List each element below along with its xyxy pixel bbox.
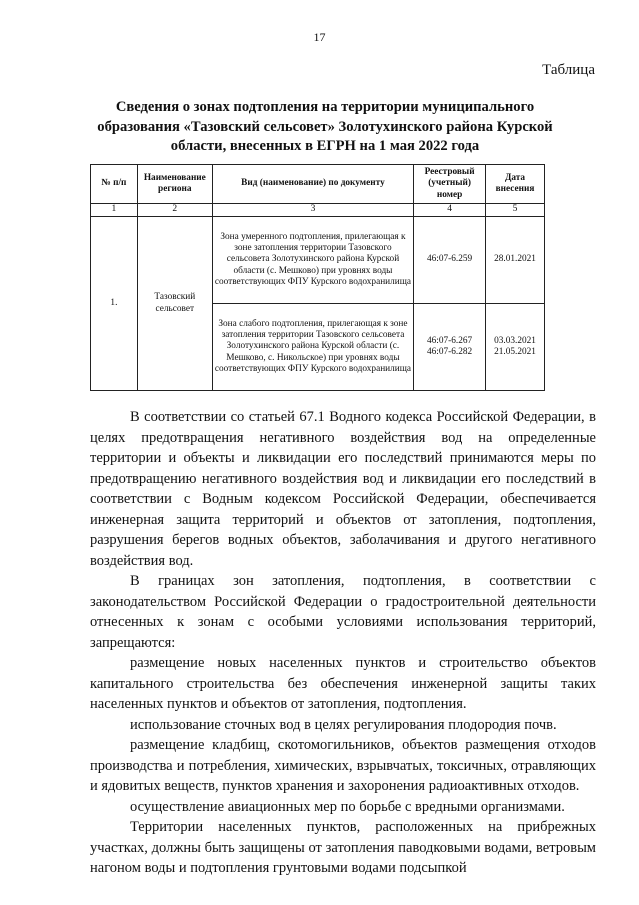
column-number: 3 [212,204,413,217]
zone-name: Зона слабого подтопления, прилегающая к зоне затопления территории Тазовского сельсовета Золотухинского района Курской области (с. Мешково, с. Никольское) при уровнях воды соответствующих ФПУ Курского водохранилища [212,304,413,391]
table-row [91,217,545,304]
column-number: 4 [414,204,486,217]
paragraph: осуществление авиационных мер по борьбе с вредными организмами. [130,798,565,815]
registry-number-cell [414,217,486,304]
paragraph: В соответствии со статьей 67.1 Водного кодекса Российской Федерации, в целях предотвращения негативного воздействия вод на определенные территории и объекты и ликвидации его последствий принимаются меры по предотвращению негативного воздействия вод и ликвидации его последствий в соответствии с Водным кодексом Российской Федерации, обеспечивается инженерная защита территорий и объектов от затопления, подтопления, разрушения берегов водных объектов, заболачивания и другого негативного воздействия вод. [90,409,596,569]
zone-name: Зона умеренного подтопления, прилегающая к зоне затопления территории Тазовского сельсовета Золотухинского района Курской области (с. Мешково) при уровнях воды соответствующих ФПУ Курского водохранилища [212,217,413,304]
column-number: 1 [91,204,138,217]
registry-number-cell [414,304,486,391]
paragraph: Территории населенных пунктов, расположенных на прибрежных участках, должны быть защищены от затопления паводковыми водами, ветровым нагоном воды и подтопления грунтовыми водами подсыпкой [90,819,596,876]
header-date: Дата внесения [486,165,545,204]
page-number: 17 [313,30,326,44]
column-numbers-row [91,204,545,217]
registry-number: 46:07-6.282 [426,347,473,357]
paragraph: В границах зон затопления, подтопления, в соответствии с законодательством Российской Федерации о градостроительной деятельности отнесенных к зонам с особыми условиями использования территорий, запрещаются: [90,573,596,651]
date-cell [486,304,545,391]
registry-number: 46:07-6.267 [426,335,473,346]
entry-date: 03.03.2021 [494,335,536,346]
entry-date: 21.05.2021 [494,347,536,357]
date-cell [486,217,545,304]
header-region: Наименование региона [137,165,212,204]
paragraph: использование сточных вод в целях регулирования плодородия почв. [130,716,557,733]
registry-number: 46:07-6.259 [426,254,473,265]
flood-zones-table [90,164,545,391]
paragraph: размещение кладбищ, скотомогильников, объектов размещения отходов производства и потребления, химических, взрывчатых, токсичных, отравляющих и ядовитых веществ, пунктов хранения и захоронения радиоактивных отходов. [90,737,596,794]
table-header-row [91,165,545,204]
region-name: Тазовский сельсовет [137,217,212,391]
document-title: Сведения о зонах подтопления на территории муниципального образования «Тазовский сельсовет» Золотухинского района Курской области, внесенных в ЕГРН на 1 мая 2022 года [97,99,553,154]
column-number: 2 [137,204,212,217]
column-number: 5 [486,204,545,217]
body-text [90,407,596,879]
table-caption: Таблица [542,62,595,78]
header-registry-number: Реестровый (учетный) номер [414,165,486,204]
header-zone-name: Вид (наименование) по документу [212,165,413,204]
row-number: 1. [91,217,138,391]
entry-date: 28.01.2021 [494,254,536,265]
paragraph: размещение новых населенных пунктов и строительство объектов капитального строительства без обеспечения инженерной защиты таких населенных пунктов и объектов от затопления, подтопления. [90,655,596,712]
header-number: № п/п [91,165,138,204]
